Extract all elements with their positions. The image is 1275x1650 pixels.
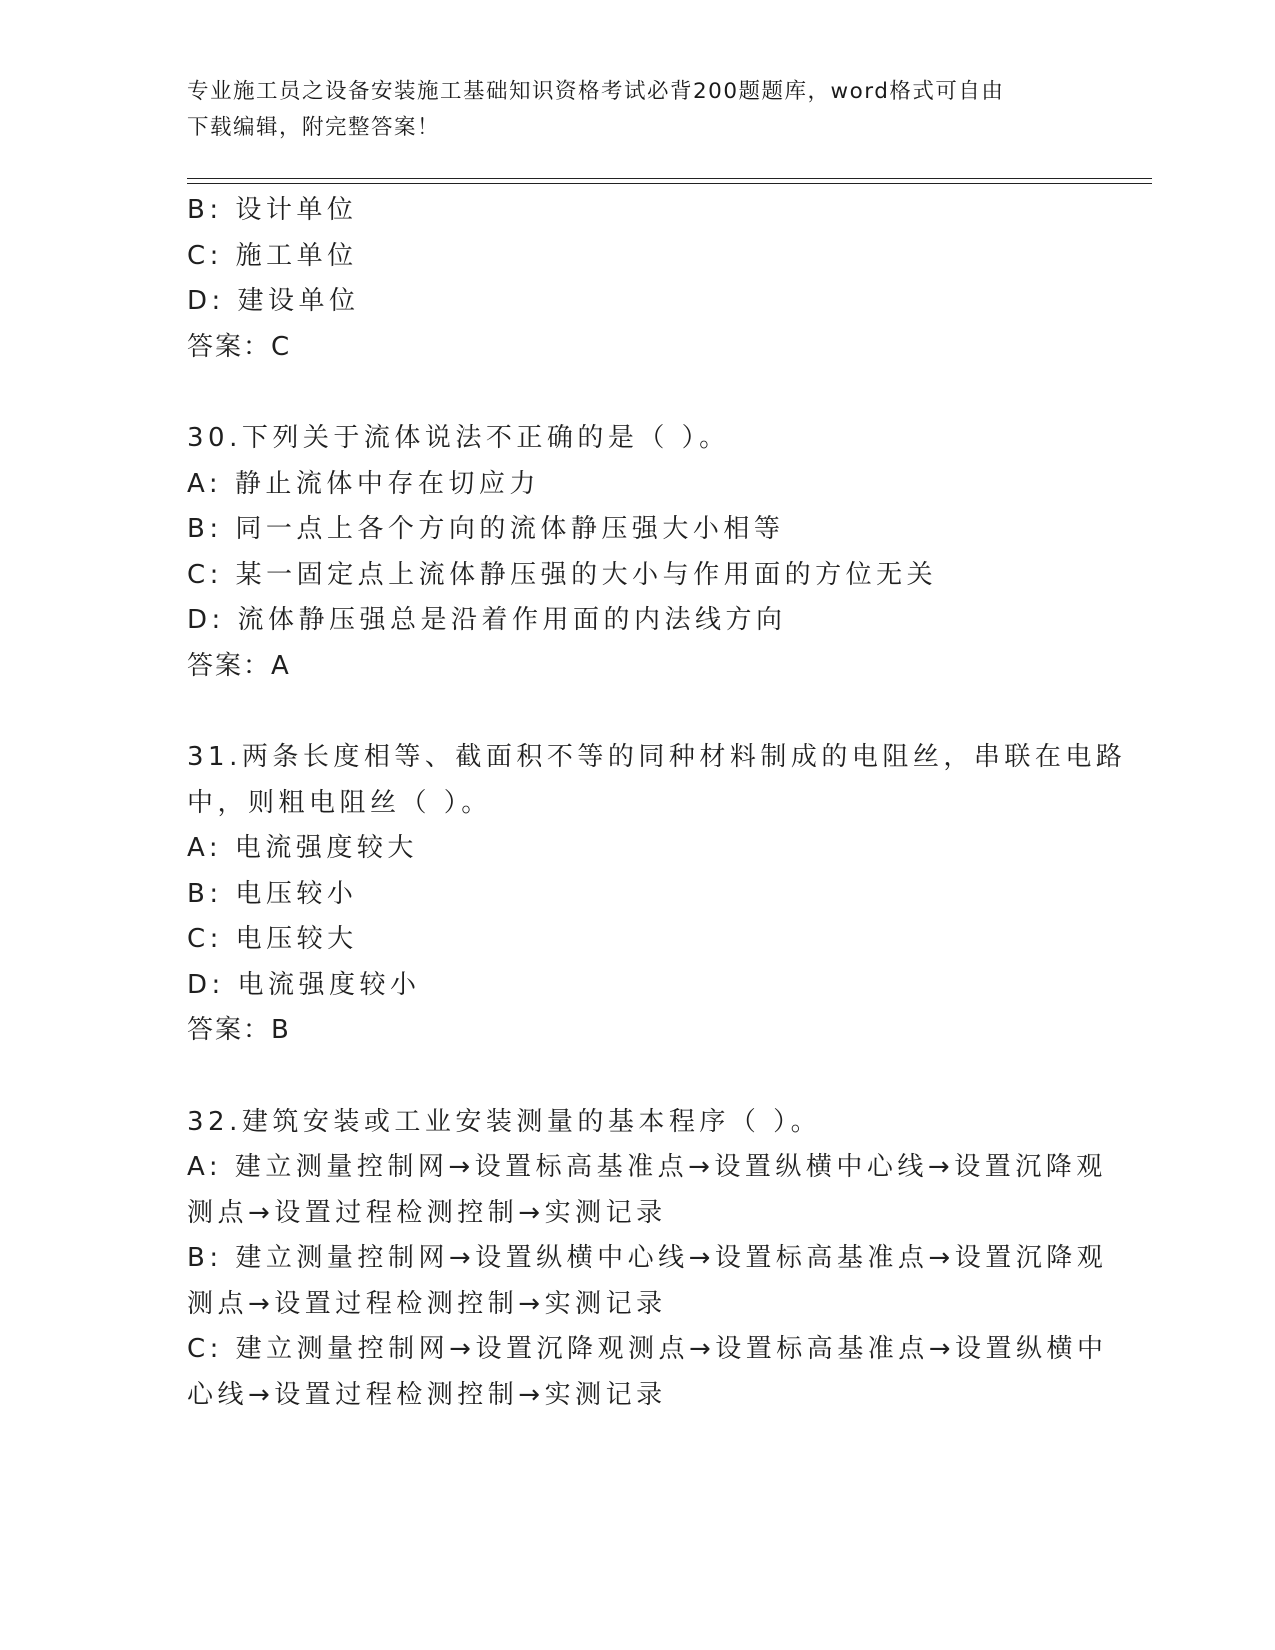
q32-option-a-line-1: A: 建立测量控制网→设置标高基准点→设置纵横中心线→设置沉降观 (187, 1152, 1107, 1182)
spacer (187, 689, 1087, 735)
q31-option-a: A: 电流强度较大 (187, 833, 418, 863)
q30-option-a: A: 静止流体中存在切应力 (187, 468, 540, 499)
q29-option-c: C: 施工单位 (187, 240, 358, 271)
header-line-2: 下载编辑，附完整答案！ (187, 115, 441, 140)
q31-question-line-2: 中，则粗电阻丝（ ）。 (187, 787, 492, 818)
q29-option-b: B: 设计单位 (187, 195, 358, 225)
q29-answer: 答案：C (187, 331, 292, 362)
question-content (187, 188, 1127, 1418)
q31-option-b: B: 电压较小 (187, 878, 358, 909)
q30-question: 30.下列关于流体说法不正确的是（ ）。 (187, 423, 730, 453)
q30-answer: 答案：A (187, 650, 291, 681)
header-line-1: 专业施工员之设备安装施工基础知识资格考试必背200题题库，word格式可自由 (187, 79, 1005, 104)
q30-option-d: D: 流体静压强总是沿着作用面的内法线方向 (187, 605, 787, 635)
q31-answer: 答案：B (187, 1015, 291, 1045)
q32-question: 32.建筑安装或工业安装测量的基本程序（ ）。 (187, 1106, 822, 1137)
q32-option-a-line-2: 测点→设置过程检测控制→实测记录 (187, 1197, 667, 1228)
q30-option-c: C: 某一固定点上流体静压强的大小与作用面的方位无关 (187, 559, 938, 590)
header-rule-bottom (187, 183, 1152, 184)
q32-option-b-line-2: 测点→设置过程检测控制→实测记录 (187, 1288, 667, 1319)
q32-option-b-line-1: B: 建立测量控制网→设置纵横中心线→设置标高基准点→设置沉降观 (187, 1243, 1108, 1273)
header-rule-top (187, 178, 1152, 179)
q31-option-c: C: 电压较大 (187, 924, 358, 954)
spacer (187, 1054, 1087, 1100)
q31-option-d: D: 电流强度较小 (187, 969, 421, 1000)
q30-option-b: B: 同一点上各个方向的流体静压强大小相等 (187, 514, 785, 544)
spacer (187, 370, 1087, 416)
q32-option-c-line-2: 心线→设置过程检测控制→实测记录 (187, 1379, 667, 1410)
document-header (187, 74, 1067, 146)
q32-option-c-line-1: C: 建立测量控制网→设置沉降观测点→设置标高基准点→设置纵横中 (187, 1334, 1108, 1364)
q29-option-d: D: 建设单位 (187, 286, 360, 316)
q31-question-line-1: 31.两条长度相等、截面积不等的同种材料制成的电阻丝，串联在电路 (187, 742, 1127, 772)
